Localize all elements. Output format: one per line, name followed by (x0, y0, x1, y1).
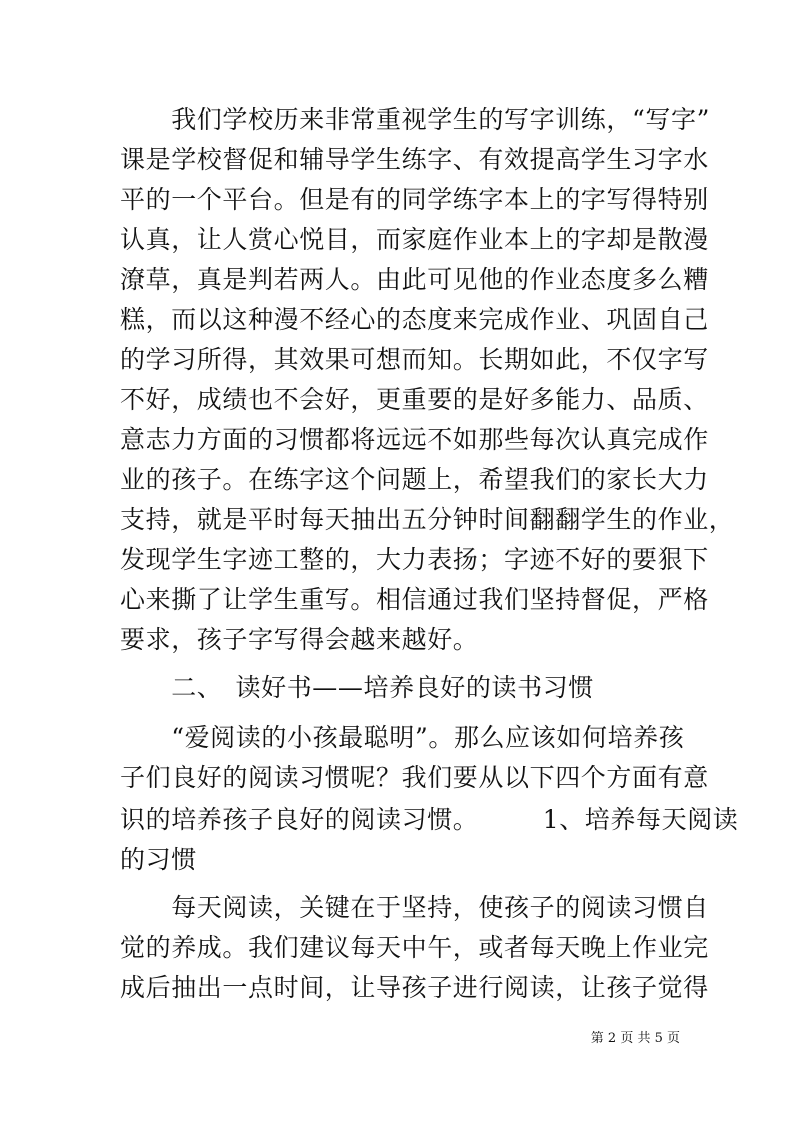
text-line: 成后抽出一点时间，让导孩子进行阅读，让孩子觉得 (120, 973, 709, 1002)
text-line: 潦草，真是判若两人。由此可见他的作业态度多么糟 (120, 265, 709, 294)
text-line: 觉的养成。我们建议每天中午，或者每天晚上作业完 (120, 933, 709, 962)
text-line: 不好，成绩也不会好，更重要的是好多能力、品质、 (120, 385, 709, 414)
text-line: 要求，孩子字写得会越来越好。 (120, 625, 479, 654)
section-heading: 二、 读好书——培养良好的读书习惯 (120, 673, 594, 702)
text-line: 意志力方面的习惯都将远远不如那些每次认真完成作 (120, 425, 709, 454)
text-line: 糕，而以这种漫不经心的态度来完成作业、巩固自己 (120, 305, 709, 334)
page-number: 第 2 页 共 5 页 (590, 1031, 680, 1046)
text-line: 心来撕了让学生重写。相信通过我们坚持督促，严格 (120, 585, 709, 614)
text-line: 的学习所得，其效果可想而知。长期如此，不仅字写 (120, 345, 709, 374)
text-line: 认真，让人赏心悦目，而家庭作业本上的字却是散漫 (120, 225, 709, 254)
text-line: 课是学校督促和辅导学生练字、有效提高学生习字水 (120, 145, 709, 174)
text-line: “爱阅读的小孩最聪明”。那么应该如何培养孩 (120, 723, 685, 752)
text-line: 的习惯 (120, 845, 197, 874)
text-line: 发现学生字迹工整的，大力表扬；字迹不好的要狠下 (120, 545, 709, 574)
text-line: 识的培养孩子良好的阅读习惯。 1、培养每天阅读 (120, 805, 739, 834)
text-line: 我们学校历来非常重视学生的写字训练，“写字” (120, 105, 710, 134)
text-line: 子们良好的阅读习惯呢？我们要从以下四个方面有意 (120, 763, 709, 792)
text-line: 支持，就是平时每天抽出五分钟时间翻翻学生的作业， (120, 505, 735, 534)
text-line: 平的一个平台。但是有的同学练字本上的字写得特别 (120, 185, 709, 214)
text-line: 每天阅读，关键在于坚持，使孩子的阅读习惯自 (120, 893, 709, 922)
text-line: 业的孩子。在练字这个问题上，希望我们的家长大力 (120, 465, 709, 494)
